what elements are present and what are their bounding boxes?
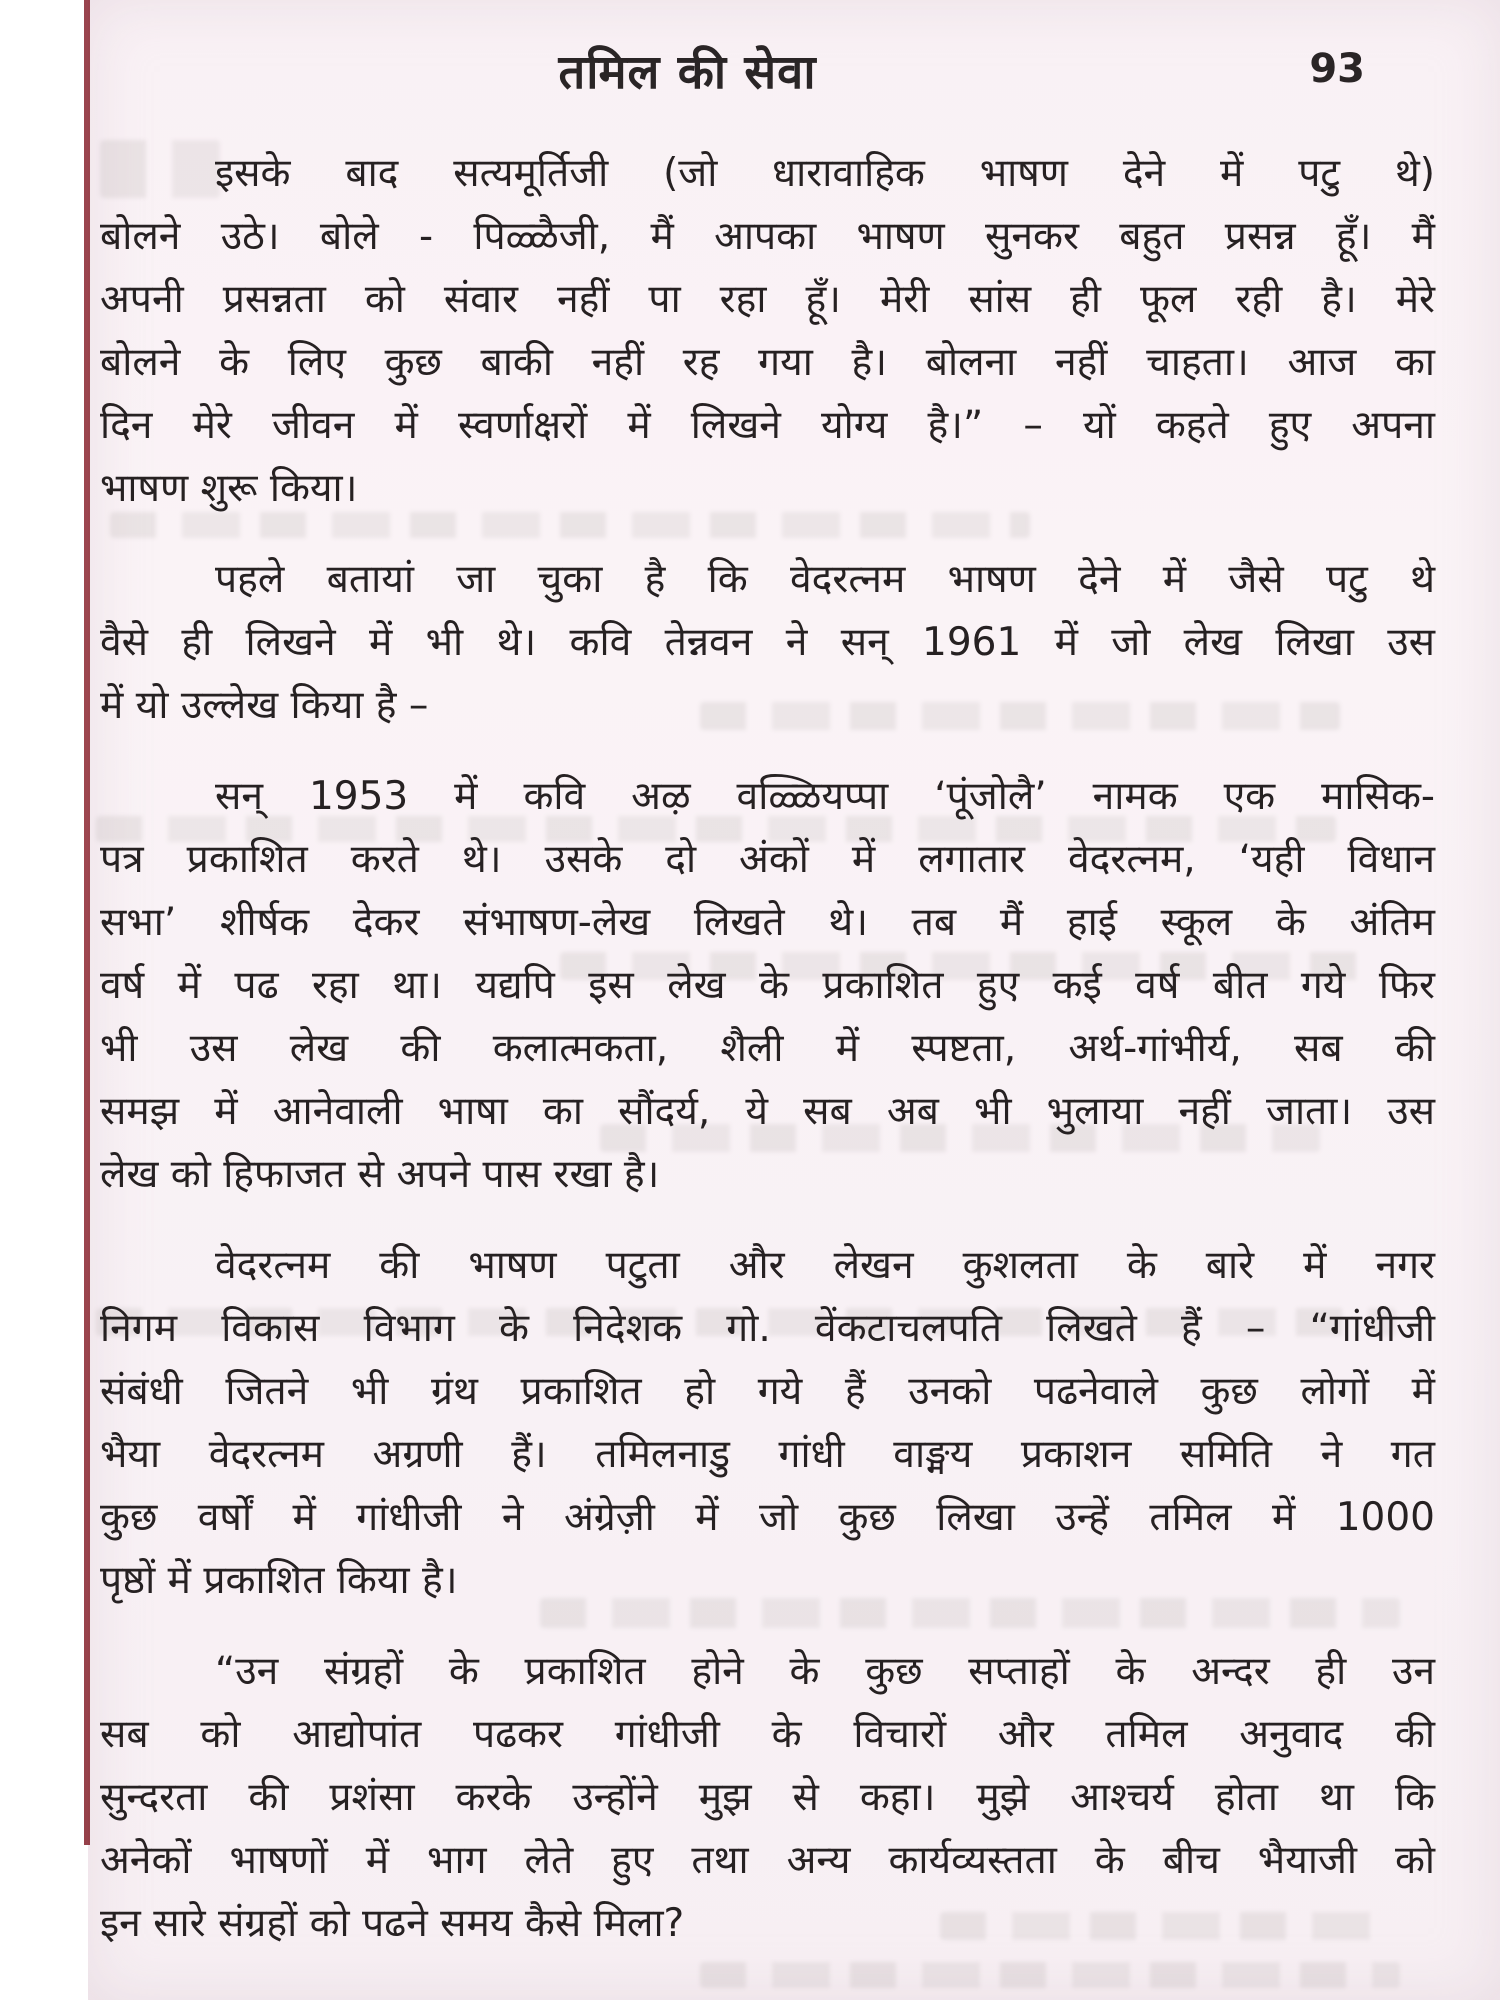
text-line: दिन मेरे जीवन में स्वर्णाक्षरों में लिखने योग्य है।” – यों कहते हुए अपना [100,403,1435,448]
text-line: निगम विकास विभाग के निदेशक गो. वेंकटाचलपति लिखते हैं – “गांधीजी [100,1306,1435,1351]
text-line: भी उस लेख की कलात्मकता, शैली में स्पष्टता, अर्थ-गांभीर्य, सब की [100,1026,1435,1071]
left-margin-line [84,0,90,1845]
paragraph [100,1234,1435,1612]
paragraph [100,765,1435,1206]
text-line: इसके बाद सत्यमूर्तिजी (जो धारावाहिक भाषण देने में पटु थे) [215,151,1435,196]
text-line: में यो उल्लेख किया है – [100,683,429,728]
text-line: सुन्दरता की प्रशंसा करके उन्होंने मुझ से कहा। मुझे आश्चर्य होता था कि [100,1775,1435,1820]
text-line: इन सारे संग्रहों को पढने समय कैसे मिला? [100,1901,685,1946]
text-line: पत्र प्रकाशित करते थे। उसके दो अंकों में लगातार वेदरत्नम, ‘यही विधान [100,837,1435,882]
text-line: समझ में आनेवाली भाषा का सौंदर्य, ये सब अब भी भुलाया नहीं जाता। उस [100,1089,1435,1134]
page-header [100,38,1435,98]
text-line: वर्ष में पढ रहा था। यद्यपि इस लेख के प्रकाशित हुए कई वर्ष बीत गये फिर [100,963,1435,1008]
paragraph [100,1640,1435,1955]
text-line: संबंधी जितने भी ग्रंथ प्रकाशित हो गये हैं उनको पढनेवाले कुछ लोगों में [100,1369,1435,1414]
text-line: बोलने के लिए कुछ बाकी नहीं रह गया है। बोलना नहीं चाहता। आज का [100,340,1435,385]
paragraph [100,548,1435,737]
text-line: बोलने उठे। बोले - पिळ्ळैजी, मैं आपका भाषण सुनकर बहुत प्रसन्न हूँ। मैं [100,214,1435,259]
text-line: भाषण शुरू किया। [100,466,358,511]
text-line: वेदरत्नम की भाषण पटुता और लेखन कुशलता के बारे में नगर [215,1243,1435,1288]
text-line: सब को आद्योपांत पढकर गांधीजी के विचारों और तमिल अनुवाद की [100,1712,1435,1757]
text-line: सभा’ शीर्षक देकर संभाषण-लेख लिखते थे। तब मैं हाई स्कूल के अंतिम [100,900,1435,945]
page-title: तमिल की सेवा [558,45,817,100]
text-line: कुछ वर्षों में गांधीजी ने अंग्रेज़ी में जो कुछ लिखा उन्हें तमिल में 1000 [100,1495,1435,1540]
text-line: अपनी प्रसन्नता को संवार नहीं पा रहा हूँ। मेरी सांस ही फूल रही है। मेरे [100,277,1435,322]
page-number: 93 [1309,46,1365,92]
text-line: पहले बतायां जा चुका है कि वेदरत्नम भाषण देने में जैसे पटु थे [215,557,1435,602]
text-line: भैया वेदरत्नम अग्रणी हैं। तमिलनाडु गांधी वाङ्मय प्रकाशन समिति ने गत [100,1432,1435,1477]
text-line: वैसे ही लिखने में भी थे। कवि तेन्नवन ने सन् 1961 में जो लेख लिखा उस [100,620,1435,665]
text-line: सन् 1953 में कवि अऴ वळ्ळियप्पा ‘पूंजोलै’ नामक एक मासिक- [215,774,1435,819]
text-line: “उन संग्रहों के प्रकाशित होने के कुछ सप्ताहों के अन्दर ही उन [215,1649,1435,1694]
text-line: अनेकों भाषणों में भाग लेते हुए तथा अन्य कार्यव्यस्तता के बीच भैयाजी को [100,1838,1435,1883]
body-text [100,142,1435,1955]
paragraph [100,142,1435,520]
text-line: लेख को हिफाजत से अपने पास रखा है। [100,1152,660,1197]
text-line: पृष्ठों में प्रकाशित किया है। [100,1558,458,1603]
